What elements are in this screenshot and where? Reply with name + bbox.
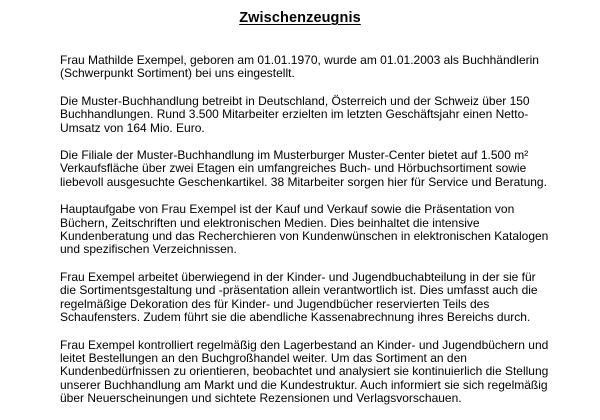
paragraph-line: Frau Exempel kontrolliert regelmäßig den Lagerbestand an Kinder- und Jugendbüchern und: [60, 337, 549, 352]
document-title: [0, 9, 600, 27]
paragraph-line: (Schwerpunkt Sortiment) bei uns eingestellt.: [60, 66, 295, 81]
paragraph-line: Umsatz von 164 Mio. Euro.: [60, 120, 205, 135]
paragraph-line: Kundenbedürfnissen zu orientieren, beobachtet und analysiert sie kontinuierlich die Stellung: [60, 364, 549, 379]
paragraph-line: Die Muster-Buchhandlung betreibt in Deutschland, Österreich und der Schweiz über 150: [60, 93, 530, 108]
paragraph-line: regelmäßige Dekoration des für Kinder- und Jugendbücher reservierten Teils des: [60, 296, 490, 311]
paragraph-line: über Neuerscheinungen und sichtete Rezensionen und Verlagsvorschauen.: [60, 391, 462, 406]
paragraph-line: Frau Mathilde Exempel, geboren am 01.01.1970, wurde am 01.01.2003 als Buchhändlerin: [60, 53, 539, 67]
paragraph-line: Schaufensters. Zudem führt sie die abendliche Kassenabrechnung ihres Bereichs durch.: [60, 310, 531, 325]
paragraph-inventory: [60, 339, 565, 406]
paragraph-line: Hauptaufgabe von Frau Exempel ist der Kauf und Verkauf sowie die Präsentation von: [60, 202, 515, 217]
paragraph-branch: [60, 149, 565, 189]
paragraph-employment: [60, 54, 565, 81]
paragraph-main-tasks: [60, 203, 565, 257]
paragraph-line: unserer Buchhandlung am Markt und die Kundestruktur. Auch informiert sie sich regelmäßig: [60, 377, 548, 392]
paragraph-line: Buchhandlungen. Rund 3.500 Mitarbeiter erzielten im letzten Geschäftsjahr einen Netto-: [60, 107, 529, 122]
document-body: [60, 54, 565, 420]
paragraph-line: Frau Exempel arbeitet überwiegend in der Kinder- und Jugendbuchabteilung in der sie für: [60, 269, 536, 284]
paragraph-company: [60, 95, 565, 135]
paragraph-line: und spezifischen Verzeichnissen.: [60, 242, 237, 257]
paragraph-childrens-department: [60, 271, 565, 325]
paragraph-line: Die Filiale der Muster-Buchhandlung im Musterburger Muster-Center bietet auf 1.500 m²: [60, 148, 529, 163]
paragraph-line: leitet Bestellungen an den Buchgroßhandel weiter. Um das Sortiment an den: [60, 350, 467, 365]
paragraph-line: Verkaufsfläche über zwei Etagen ein umfangreiches Buch- und Hörbuchsortiment sowie: [60, 161, 527, 176]
paragraph-line: Büchern, Zeitschriften und elektronischen Medien. Dies beinhaltet die intensive: [60, 215, 480, 230]
paragraph-line: Kundenberatung und das Recherchieren von Kundenwünschen in elektronischen Katalogen: [60, 229, 549, 244]
document-title-text: Zwischenzeugnis: [239, 10, 361, 26]
paragraph-line: liebevoll ausgesuchte Geschenkartikel. 38 Mitarbeiter sorgen hier für Service und Beratung.: [60, 174, 547, 189]
paragraph-line: die Sortimentsgestaltung und -präsentation allein verantwortlich ist. Dies umfasst auch die: [60, 283, 538, 298]
